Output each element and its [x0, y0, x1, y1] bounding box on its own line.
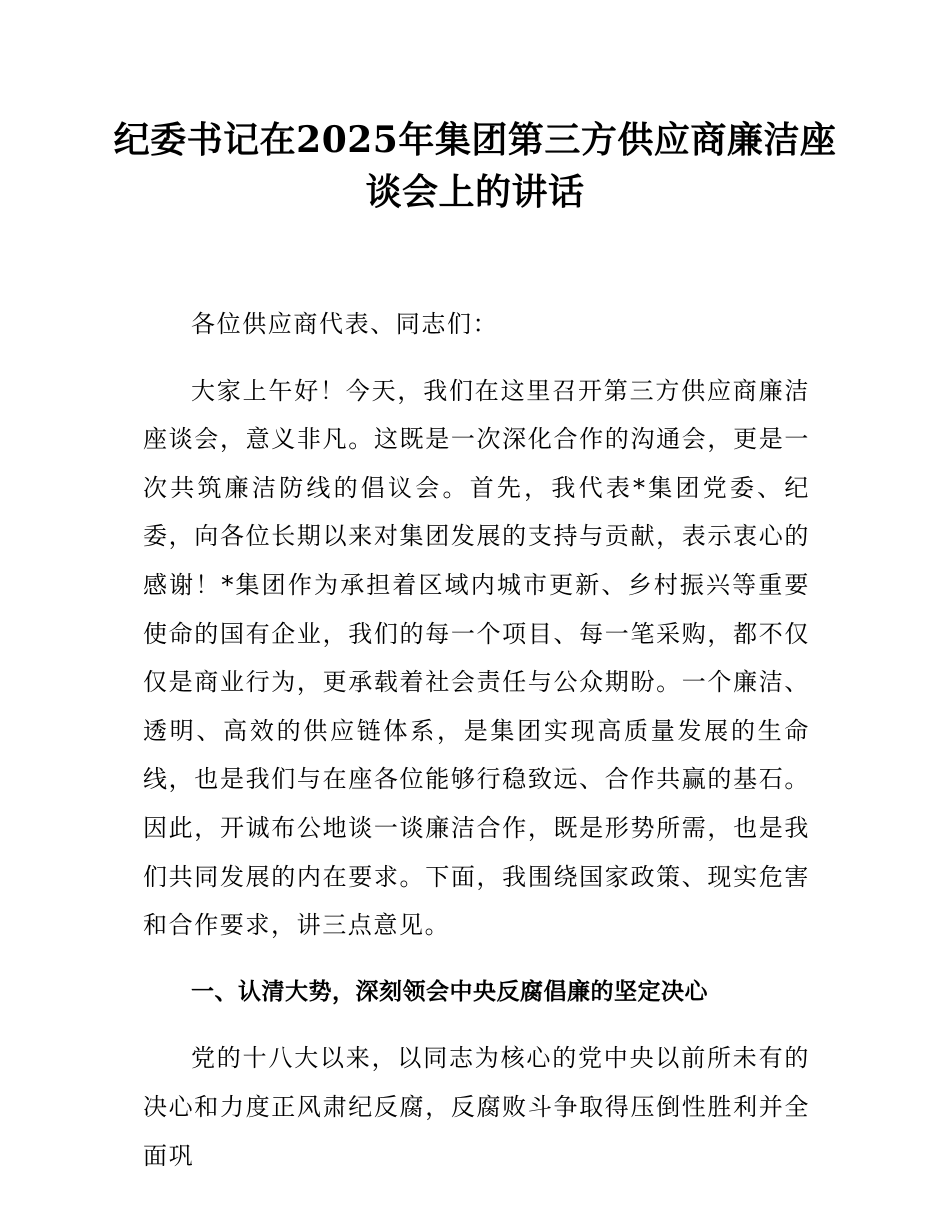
document-title [100, 114, 850, 218]
document-body [143, 300, 810, 1198]
intro-paragraph: 大家上午好！今天，我们在这里召开第三方供应商廉洁座谈会，意义非凡。这既是一次深化合作的沟通会，更是一次共筑廉洁防线的倡议会。首先，我代表*集团党委、纪委，向各位长期以来对集团发展的支持与贡献，表示衷心的感谢！*集团作为承担着区域内城市更新、乡村振兴等重要使命的国有企业，我们的每一个项目、每一笔采购，都不仅仅是商业行为，更承载着社会责任与公众期盼。一个廉洁、透明、高效的供应链体系，是集团实现高质量发展的生命线，也是我们与在座各位能够行稳致远、合作共赢的基石。因此，开诚布公地谈一谈廉洁合作，既是形势所需，也是我们共同发展的内在要求。下面，我围绕国家政策、现实危害和合作要求，讲三点意见。 [143, 376, 810, 940]
title-line-2: 谈会上的讲话 [365, 171, 585, 213]
title-line-1: 纪委书记在2025年集团第三方供应商廉洁座 [113, 119, 837, 161]
section-heading-1: 一、认清大势，深刻领会中央反腐倡廉的坚定决心 [191, 978, 708, 1005]
section-1-paragraph: 党的十八大以来，以同志为核心的党中央以前所未有的决心和力度正风肃纪反腐，反腐败斗争取得压倒性胜利并全面巩 [143, 1044, 810, 1170]
greeting-paragraph: 各位供应商代表、同志们： [191, 310, 499, 338]
